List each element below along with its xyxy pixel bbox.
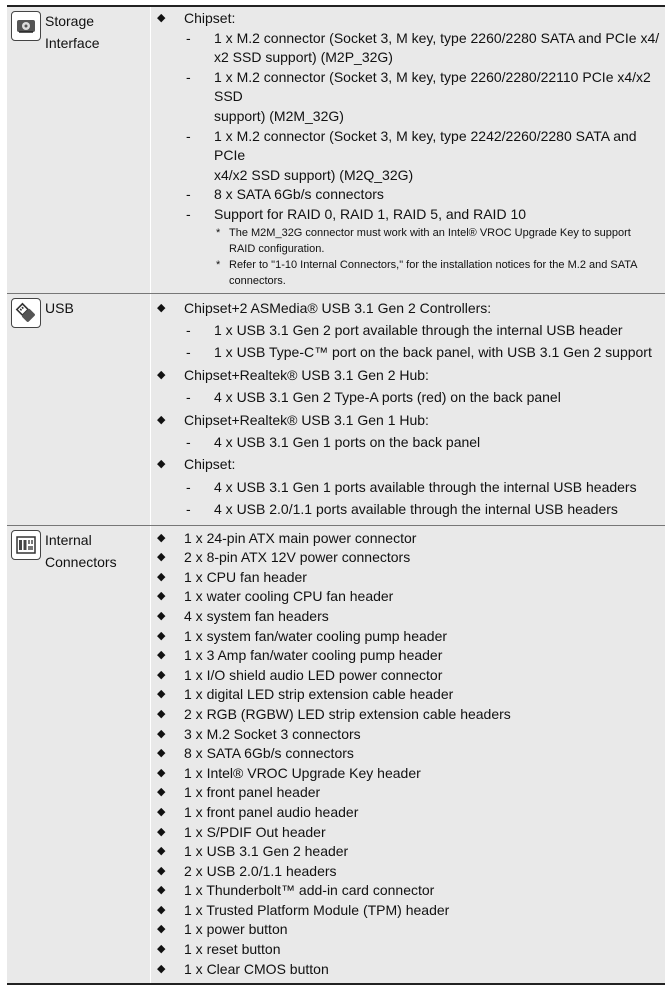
sub-item-continuation (157, 166, 665, 186)
section-body (157, 7, 665, 289)
sub-item (157, 127, 665, 166)
diamond-bullet-icon: ◆ (157, 943, 166, 956)
diamond-bullet-icon: ◆ (157, 570, 166, 583)
line-text: Chipset+2 ASMedia® USB 3.1 Gen 2 Controllers: (184, 299, 492, 316)
dash-marker: - (186, 344, 191, 361)
storage-icon (11, 11, 41, 41)
bullet-item (157, 920, 665, 940)
line-text: 1 x 3 Amp fan/water cooling pump header (184, 647, 443, 664)
line-text: 1 x S/PDIF Out header (184, 823, 326, 840)
diamond-bullet-icon: ◆ (157, 747, 166, 760)
bullet-item (157, 646, 665, 666)
line-text: 4 x system fan headers (184, 607, 329, 624)
line-text: 4 x USB 2.0/1.1 ports available through the internal USB headers (214, 501, 618, 518)
bullet-item (157, 685, 665, 705)
sub-item-continuation (157, 107, 665, 127)
note-continuation (157, 241, 665, 257)
sub-item (157, 431, 665, 453)
section-header (11, 530, 147, 573)
line-text: 1 x digital LED strip extension cable header (184, 686, 454, 703)
diamond-bullet-icon: ◆ (157, 368, 166, 381)
line-text: 1 x reset button (184, 941, 281, 958)
line-text: connectors. (229, 274, 286, 287)
line-text: 1 x USB 3.1 Gen 2 header (184, 843, 349, 860)
line-text: 1 x USB 3.1 Gen 2 port available through the internal USB header (214, 321, 623, 338)
bullet-item (157, 453, 665, 475)
bullet-item (157, 940, 665, 960)
diamond-bullet-icon: ◆ (157, 786, 166, 799)
bullet-item (157, 705, 665, 725)
bullet-item (157, 9, 665, 29)
line-text: 1 x M.2 connector (Socket 3, M key, type 2242/2260/2280 SATA and PCIe (214, 127, 637, 164)
line-text: 1 x system fan/water cooling pump header (184, 627, 448, 644)
diamond-bullet-icon: ◆ (157, 688, 166, 701)
diamond-bullet-icon: ◆ (157, 903, 166, 916)
note-item (157, 257, 665, 273)
sub-item (157, 319, 665, 341)
diamond-bullet-icon: ◆ (157, 301, 166, 314)
diamond-bullet-icon: ◆ (157, 551, 166, 564)
line-text: 2 x USB 2.0/1.1 headers (184, 862, 337, 879)
diamond-bullet-icon: ◆ (157, 923, 166, 936)
line-text: 1 x USB Type-C™ port on the back panel, with USB 3.1 Gen 2 support (214, 344, 652, 361)
diamond-bullet-icon: ◆ (157, 649, 166, 662)
line-text: Chipset: (184, 10, 236, 26)
line-text: Chipset+Realtek® USB 3.1 Gen 2 Hub: (184, 366, 429, 383)
dash-marker: - (186, 478, 191, 495)
section-body (157, 526, 665, 980)
bullet-item (157, 587, 665, 607)
diamond-bullet-icon: ◆ (157, 609, 166, 622)
section-title: USB (45, 299, 74, 316)
bullet-item (157, 364, 665, 386)
line-text: 1 x Trusted Platform Module (TPM) header (184, 901, 450, 918)
bullet-item (157, 627, 665, 647)
note-continuation (157, 273, 665, 289)
line-text: 1 x Clear CMOS button (184, 960, 329, 977)
bullet-item (157, 409, 665, 431)
bullet-item (157, 568, 665, 588)
sub-item-continuation (157, 48, 665, 68)
diamond-bullet-icon: ◆ (157, 845, 166, 858)
bullet-item (157, 862, 665, 882)
diamond-bullet-icon: ◆ (157, 458, 166, 471)
diamond-bullet-icon: ◆ (157, 864, 166, 877)
line-text: 2 x RGB (RGBW) LED strip extension cable headers (184, 705, 511, 722)
dash-marker: - (186, 501, 191, 518)
diamond-bullet-icon: ◆ (157, 727, 166, 740)
section-storage-interface (7, 7, 665, 294)
diamond-bullet-icon: ◆ (157, 884, 166, 897)
bullet-item (157, 529, 665, 549)
dash-marker: - (186, 127, 191, 144)
dash-marker: - (186, 321, 191, 338)
line-text: 1 x 24-pin ATX main power connector (184, 529, 417, 546)
line-text: 1 x I/O shield audio LED power connector (184, 666, 443, 683)
bullet-item (157, 548, 665, 568)
bullet-item (157, 666, 665, 686)
line-text: 1 x M.2 connector (Socket 3, M key, type 2260/2280/22110 PCIe x4/x2 SSD (214, 68, 651, 105)
dash-marker: - (186, 205, 191, 222)
line-text: 1 x Thunderbolt™ add-in card connector (184, 882, 435, 899)
bullet-item (157, 901, 665, 921)
diamond-bullet-icon: ◆ (157, 590, 166, 603)
section-header (11, 298, 147, 328)
usb-icon (11, 298, 41, 328)
spec-table (7, 5, 665, 985)
line-text: Refer to "1-10 Internal Connectors," for the installation notices for the M.2 and SATA (229, 258, 638, 271)
dash-marker: - (186, 433, 191, 450)
note-asterisk: * (216, 258, 221, 271)
section-title: Internal Connectors (45, 531, 117, 570)
bullet-item (157, 842, 665, 862)
line-text: 8 x SATA 6Gb/s connectors (184, 745, 354, 762)
line-text: 1 x front panel header (184, 784, 321, 801)
bullet-item (157, 725, 665, 745)
dash-marker: - (186, 68, 191, 85)
bullet-item (157, 960, 665, 980)
sub-item (157, 498, 665, 520)
dash-marker: - (186, 389, 191, 406)
line-text: 4 x USB 3.1 Gen 2 Type-A ports (red) on the back panel (214, 389, 561, 406)
line-text: x2 SSD support) (M2P_32G) (214, 49, 393, 66)
line-text: 3 x M.2 Socket 3 connectors (184, 725, 361, 742)
line-text: 1 x front panel audio header (184, 803, 359, 820)
diamond-bullet-icon: ◆ (157, 825, 166, 838)
bullet-item (157, 823, 665, 843)
bullet-item (157, 881, 665, 901)
diamond-bullet-icon: ◆ (157, 707, 166, 720)
diamond-bullet-icon: ◆ (157, 12, 166, 24)
bullet-item (157, 783, 665, 803)
bullet-item (157, 764, 665, 784)
line-text: Chipset+Realtek® USB 3.1 Gen 1 Hub: (184, 411, 429, 428)
bullet-item (157, 297, 665, 319)
diamond-bullet-icon: ◆ (157, 668, 166, 681)
sub-item (157, 68, 665, 107)
line-text: 1 x M.2 connector (Socket 3, M key, type 2260/2280 SATA and PCIe x4/ (214, 29, 660, 46)
line-text: 2 x 8-pin ATX 12V power connectors (184, 549, 411, 566)
section-usb (7, 294, 665, 526)
line-text: 1 x water cooling CPU fan header (184, 588, 394, 605)
sub-item (157, 205, 665, 225)
section-internal-connectors (7, 526, 665, 984)
line-text: Chipset: (184, 456, 236, 473)
bullet-item (157, 744, 665, 764)
bullet-item (157, 803, 665, 823)
diamond-bullet-icon: ◆ (157, 413, 166, 426)
section-title: Storage Interface (45, 13, 100, 51)
bullet-item (157, 607, 665, 627)
note-item (157, 225, 665, 241)
line-text: 1 x power button (184, 921, 288, 938)
line-text: 4 x USB 3.1 Gen 1 ports on the back panel (214, 433, 481, 450)
section-header (11, 11, 147, 54)
diamond-bullet-icon: ◆ (157, 766, 166, 779)
sub-item (157, 185, 665, 205)
line-text: RAID configuration. (229, 242, 325, 255)
diamond-bullet-icon: ◆ (157, 805, 166, 818)
sub-item (157, 386, 665, 408)
line-text: Support for RAID 0, RAID 1, RAID 5, and RAID 10 (214, 205, 527, 222)
diamond-bullet-icon: ◆ (157, 962, 166, 975)
sub-item (157, 341, 665, 363)
diamond-bullet-icon: ◆ (157, 629, 166, 642)
line-text: 4 x USB 3.1 Gen 1 ports available through the internal USB headers (214, 478, 637, 495)
line-text: 1 x Intel® VROC Upgrade Key header (184, 764, 421, 781)
diamond-bullet-icon: ◆ (157, 531, 166, 544)
line-text: support) (M2M_32G) (214, 107, 344, 124)
note-asterisk: * (216, 226, 221, 239)
sub-item (157, 29, 665, 49)
section-body (157, 294, 665, 521)
dash-marker: - (186, 29, 191, 46)
internal-connectors-icon (11, 530, 41, 560)
line-text: The M2M_32G connector must work with an Intel® VROC Upgrade Key to support (229, 226, 631, 239)
sub-item (157, 476, 665, 498)
line-text: 8 x SATA 6Gb/s connectors (214, 186, 384, 203)
line-text: x4/x2 SSD support) (M2Q_32G) (214, 166, 414, 183)
line-text: 1 x CPU fan header (184, 568, 307, 585)
dash-marker: - (186, 186, 191, 203)
